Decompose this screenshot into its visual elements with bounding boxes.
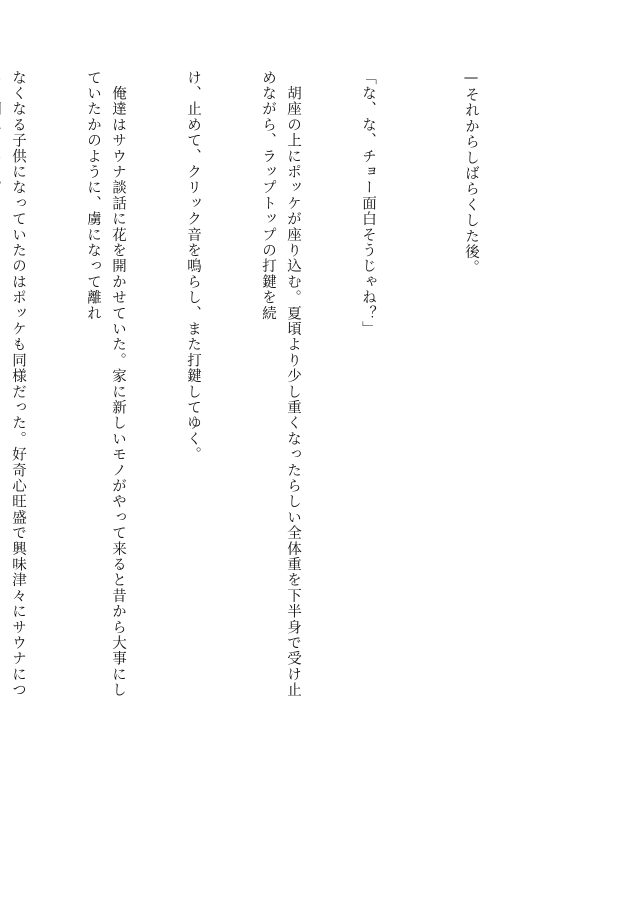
narration-line: なくなる子供になっていたのはポッケも同様だった。好奇心旺盛で興味津々にサウナにつ — [10, 70, 26, 698]
dialogue-line: 「な、な、チョー面白そうじゃね？」 — [360, 70, 376, 337]
narration-line: 俺達はサウナ談話に花を開かせていた。家に新しいモノがやって来ると昔から大事にしていたかのように、虜になって離れ — [85, 70, 126, 698]
narration-line: け、止めて、クリック音を鳴らし、また打鍵してゆく。 — [185, 70, 201, 463]
scene-break-line: —それからしばらくした後。 — [463, 70, 479, 276]
narration-line: 胡座の上にポッケが座り込む。夏頃より少し重くなったらしい全体重を下半身で受け止めながら、ラップトップの打鍵を続 — [260, 70, 301, 698]
vertical-text-block — [0, 70, 533, 700]
